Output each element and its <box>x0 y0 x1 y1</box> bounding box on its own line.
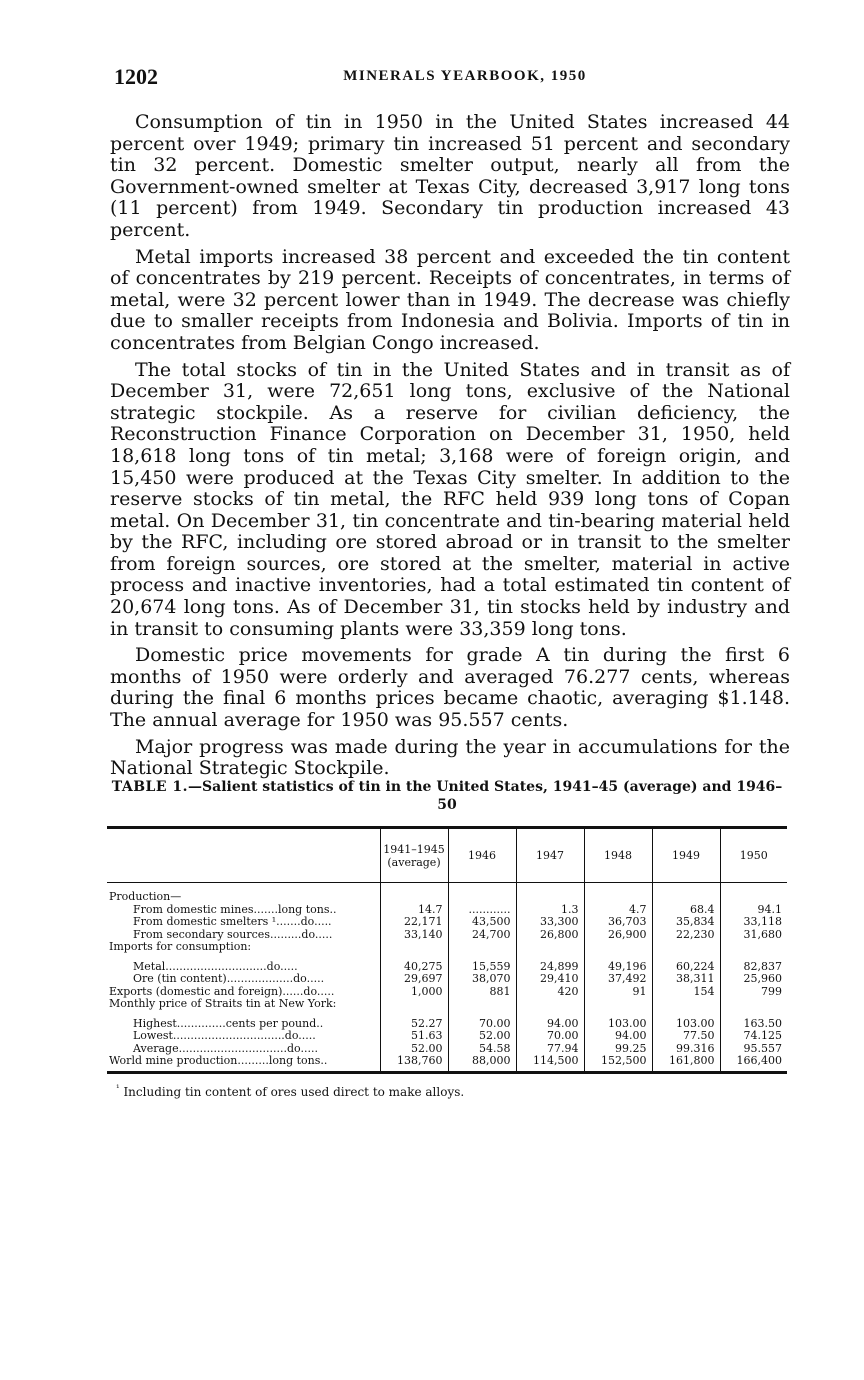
table-cell: 99.25 <box>584 1043 652 1056</box>
table-cell: 68.4 <box>652 904 720 917</box>
table-cell: ............ <box>448 904 516 917</box>
table-cell: 38,070 <box>448 973 516 986</box>
table-cell <box>720 998 787 1011</box>
table-cell <box>584 883 652 904</box>
table-cell: 22,230 <box>652 929 720 942</box>
table-cell: 70.00 <box>448 1011 516 1031</box>
table-cell: 166,400 <box>720 1055 787 1072</box>
row-label: Ore (tin content)...................do..... <box>133 972 325 985</box>
row-label: From domestic smelters ¹.......do..... <box>133 915 332 928</box>
table-cell: 94.00 <box>516 1011 584 1031</box>
table-cell: 31,680 <box>720 929 787 942</box>
row-label: Highest..............cents per pound.. <box>133 1016 324 1030</box>
table-row <box>107 954 787 974</box>
table-cell: 99.316 <box>652 1043 720 1056</box>
row-label: Exports (domestic and foreign)......do..... <box>109 984 335 998</box>
column-header-item <box>107 828 380 883</box>
table-cell: 49,196 <box>584 954 652 974</box>
table-cell <box>652 941 720 954</box>
table-cell <box>652 998 720 1011</box>
table-cell: 77.94 <box>516 1043 584 1056</box>
table-cell: 24,700 <box>448 929 516 942</box>
table-row <box>107 973 787 986</box>
paragraph-stocks: The total stocks of tin in the United States and in transit as of December 31, were 72,651 long tons, exclusive of the National strategic stockpile. As a reserve for civilian deficiency, the Reconstruction Finance Corporation on December 31, 1950, held 18,618 long tons of tin metal; 3,168 were of foreign origin, and 15,450 were produced at the Texas City smelter. In addition to the reserve stocks of tin metal, the RFC held 939 long tons of Copan metal. On December 31, tin concentrate and tin-bearing material held by the RFC, including ore stored abroad or in transit to the smelter from foreign sources, ore stored at the smelter, material in active process and inactive inventories, had a total estimated tin content of 20,674 long tons. As of December 31, tin stocks held by industry and in transit to consuming plants were 33,359 long tons. <box>110 358 790 640</box>
table-cell: 15,559 <box>448 954 516 974</box>
table-cell: 54.58 <box>448 1043 516 1056</box>
table-cell: 4.7 <box>584 904 652 917</box>
table-cell <box>380 998 448 1011</box>
column-header-1946: 1946 <box>448 828 516 883</box>
paragraph-prices: Domestic price movements for grade A tin during the first 6 months of 1950 were orderly and averaged 76.277 cents, whereas during the final 6 months prices became chaotic, averaging $1.148. The annual average for 1950 was 95.557 cents. <box>110 644 790 732</box>
table-cell <box>448 883 516 904</box>
table-cell <box>448 941 516 954</box>
table-cell: 881 <box>448 986 516 999</box>
table-cell: 40,275 <box>380 954 448 974</box>
table-cell: 94.1 <box>720 904 787 917</box>
table-cell <box>380 883 448 904</box>
row-label: Metal.............................do..... <box>133 959 298 973</box>
body-text <box>110 112 790 785</box>
footnote-text: Including tin content of ores used direct to make alloys. <box>123 1085 465 1099</box>
table-cell: 22,171 <box>380 916 448 929</box>
footnote-marker: ¹ <box>116 1084 120 1094</box>
row-label: Average...............................do..... <box>133 1041 318 1055</box>
table-row <box>107 1055 787 1072</box>
table-cell: 82,837 <box>720 954 787 974</box>
row-label: World mine production.........long tons.. <box>107 1055 380 1072</box>
table-cell <box>652 883 720 904</box>
table-cell <box>584 998 652 1011</box>
running-head <box>114 64 786 90</box>
table-cell: 77.50 <box>652 1030 720 1043</box>
column-header-1948: 1948 <box>584 828 652 883</box>
table-cell: 799 <box>720 986 787 999</box>
paragraph-stockpile: Major progress was made during the year in accumulations for the National Strategic Stockpile. <box>110 735 790 780</box>
table-cell <box>516 941 584 954</box>
salient-statistics-table <box>107 826 787 1074</box>
paragraph-consumption: Consumption of tin in 1950 in the United States increased 44 percent over 1949; primary tin increased 51 percent and secondary tin 32 percent. Domestic smelter output, nearly all from the Government-owned smelter at Texas City, decreased 3,917 long tons (11 percent) from 1949. Secondary tin production increased 43 percent. <box>110 111 790 241</box>
table-cell: 152,500 <box>584 1055 652 1072</box>
table-cell: 33,300 <box>516 916 584 929</box>
table-cell: 114,500 <box>516 1055 584 1072</box>
table-cell: 103.00 <box>584 1011 652 1031</box>
table-cell: 37,492 <box>584 973 652 986</box>
table-cell: 35,834 <box>652 916 720 929</box>
table-row <box>107 998 787 1011</box>
table-caption-text: —Salient statistics of tin in the United States, 1941–45 (average) and 1946–50 <box>188 779 783 813</box>
table-cell: 29,697 <box>380 973 448 986</box>
table-cell: 91 <box>584 986 652 999</box>
table-cell: 26,900 <box>584 929 652 942</box>
row-label: From secondary sources.........do..... <box>133 927 333 941</box>
table-caption <box>108 778 786 814</box>
table-row <box>107 883 787 904</box>
table-row <box>107 1030 787 1043</box>
table-row <box>107 941 787 954</box>
table-cell: 94.00 <box>584 1030 652 1043</box>
table-cell: 52.00 <box>448 1030 516 1043</box>
row-label: Imports for consumption: <box>109 940 252 953</box>
table-cell: 154 <box>652 986 720 999</box>
table-cell <box>380 941 448 954</box>
table-cell: 52.27 <box>380 1011 448 1031</box>
row-label: From domestic mines.......long tons.. <box>133 902 337 916</box>
table-cell: 25,960 <box>720 973 787 986</box>
table-cell: 33,118 <box>720 916 787 929</box>
table-row <box>107 916 787 929</box>
table-cell: 51.63 <box>380 1030 448 1043</box>
running-title: MINERALS YEARBOOK, 1950 <box>343 68 587 84</box>
row-label: Monthly price of Straits tin at New York: <box>109 997 337 1010</box>
table-cell: 1.3 <box>516 904 584 917</box>
table-cell <box>516 883 584 904</box>
table-cell <box>516 998 584 1011</box>
table-cell: 26,800 <box>516 929 584 942</box>
table-cell: 38,311 <box>652 973 720 986</box>
column-header-1941-1945: 1941–1945 (average) <box>380 828 448 883</box>
table-cell: 24,899 <box>516 954 584 974</box>
table-cell: 163.50 <box>720 1011 787 1031</box>
table-cell: 52.00 <box>380 1043 448 1056</box>
column-header-1949: 1949 <box>652 828 720 883</box>
table-cell: 161,800 <box>652 1055 720 1072</box>
table-cell <box>720 941 787 954</box>
table-cell: 103.00 <box>652 1011 720 1031</box>
table-cell: 95.557 <box>720 1043 787 1056</box>
column-header-1950: 1950 <box>720 828 787 883</box>
table-cell: 33,140 <box>380 929 448 942</box>
table-cell: 1,000 <box>380 986 448 999</box>
table-cell: 74.125 <box>720 1030 787 1043</box>
table-cell: 60,224 <box>652 954 720 974</box>
table-cell: 29,410 <box>516 973 584 986</box>
column-header-1947: 1947 <box>516 828 584 883</box>
row-label: Production— <box>109 890 182 903</box>
table-cell: 14.7 <box>380 904 448 917</box>
table-row <box>107 1011 787 1031</box>
table-cell <box>448 998 516 1011</box>
table-cell: 138,760 <box>380 1055 448 1072</box>
table-cell: 36,703 <box>584 916 652 929</box>
table-cell: 88,000 <box>448 1055 516 1072</box>
table-cell <box>584 941 652 954</box>
table-caption-lead: TABLE 1. <box>111 779 189 795</box>
table-footnote <box>116 1084 464 1099</box>
row-label: Lowest................................do..... <box>133 1029 316 1042</box>
table-cell <box>720 883 787 904</box>
table-header-row <box>107 828 787 883</box>
paragraph-imports: Metal imports increased 38 percent and exceeded the tin content of concentrates by 219 percent. Receipts of concentrates, in terms of metal, were 32 percent lower than in 1949. The decrease was chiefly due to smaller receipts from Indonesia and Bolivia. Imports of tin in concentrates from Belgian Congo increased. <box>110 245 790 354</box>
table-cell: 43,500 <box>448 916 516 929</box>
table-cell: 70.00 <box>516 1030 584 1043</box>
table-cell: 420 <box>516 986 584 999</box>
page-number: 1202 <box>114 64 158 89</box>
